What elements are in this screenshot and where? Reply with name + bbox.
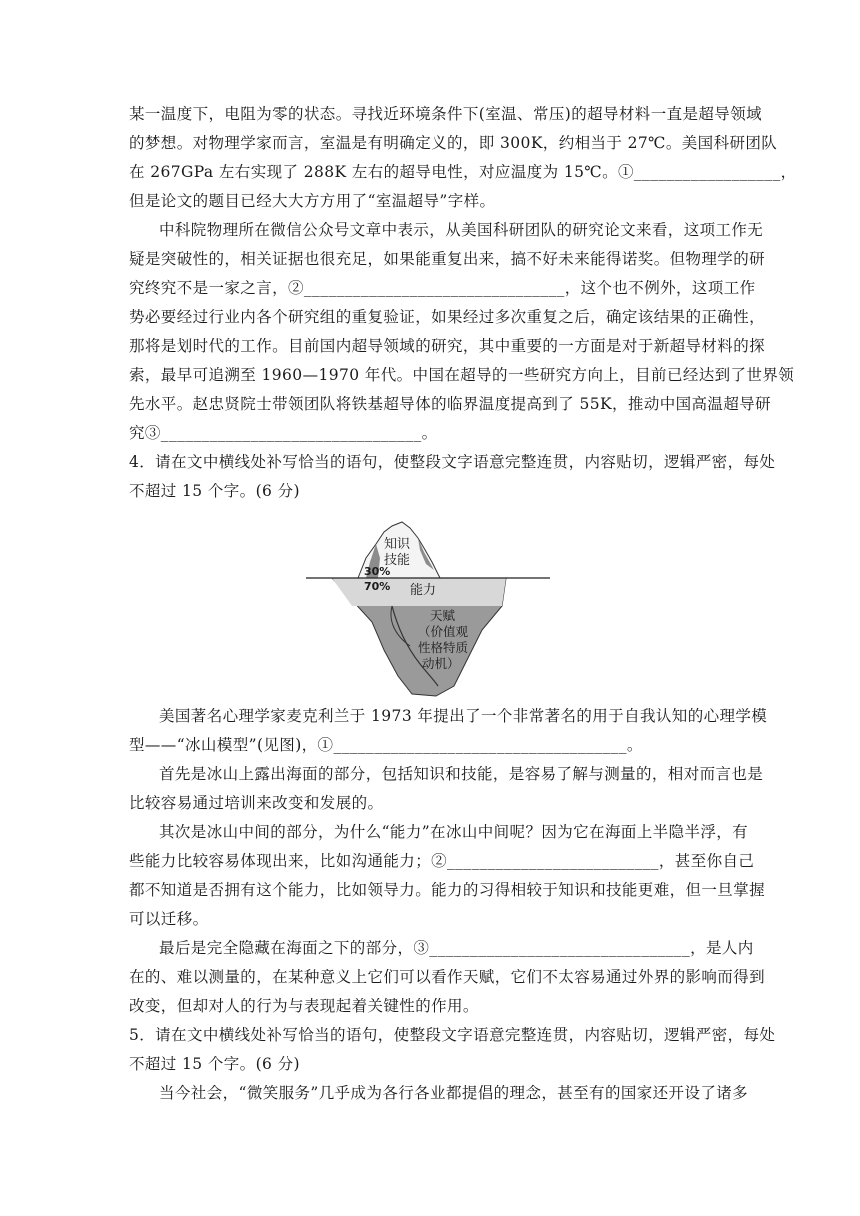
percent-top: 30% bbox=[364, 565, 391, 578]
text-line: 美国著名心理学家麦克利兰于 1973 年提出了一个非常著名的用于自我认知的心理学模 bbox=[159, 707, 768, 725]
text-line: 那将是划时代的工作。目前国内超导领域的研究，其中重要的一方面是对于新超导材料的探 bbox=[129, 337, 766, 355]
text-line: 在 267GPa 左右实现了 288K 左右的超导电性，对应温度为 15℃。①__________________， bbox=[129, 163, 797, 181]
text-line: 但是论文的题目已经大大方方用了“室温超导”字样。 bbox=[129, 192, 496, 210]
text-line: 究③________________________________。 bbox=[129, 424, 438, 442]
text-line: 疑是突破性的，相关证据也很充足，如果能重复出来，搞不好未来能得诺奖。但物理学的研 bbox=[129, 250, 766, 268]
iceberg-model-figure bbox=[306, 518, 554, 700]
label-talent: 动机） bbox=[422, 656, 460, 671]
label-talent: （价值观 bbox=[418, 624, 469, 639]
text-line: 可以迁移。 bbox=[129, 910, 209, 928]
text-line: 先水平。赵忠贤院士带领团队将铁基超导体的临界温度提高到了 55K，推动中国高温超导研 bbox=[129, 395, 772, 413]
label-skills: 技能 bbox=[384, 553, 411, 568]
text-line: 改变，但却对人的行为与表现起着关键性的作用。 bbox=[129, 997, 479, 1015]
label-talent: 天赋 bbox=[430, 608, 456, 623]
percent-bottom: 70% bbox=[364, 580, 391, 593]
text-line: 首先是冰山上露出海面的部分，包括知识和技能，是容易了解与测量的，相对而言也是 bbox=[159, 765, 764, 783]
text-line: 其次是冰山中间的部分，为什么“能力”在冰山中间呢？因为它在海面上半隐半浮，有 bbox=[159, 823, 749, 841]
text-line: 某一温度下，电阻为零的状态。寻找近环境条件下(室温、常压)的超导材料一直是超导领域 bbox=[129, 105, 762, 123]
label-knowledge: 知识 bbox=[384, 537, 411, 552]
text-line: 究终究不是一家之言，②________________________________，这个也不例外，这项工作 bbox=[129, 279, 756, 297]
question-5-line: 不超过 15 个字。(6 分) bbox=[129, 1055, 300, 1073]
text-line: 最后是完全隐藏在海面之下的部分，③________________________________，是人内 bbox=[159, 939, 754, 957]
text-line: 当今社会，“微笑服务”几乎成为各行各业都提倡的理念，甚至有的国家还开设了诸多 bbox=[159, 1084, 749, 1102]
label-talent: 性格特质 bbox=[418, 640, 469, 655]
label-ability: 能力 bbox=[410, 583, 437, 598]
text-line: 比较容易通过培训来改变和发展的。 bbox=[129, 794, 384, 812]
text-line: 型——“冰山模型”(见图)，①____________________________________。 bbox=[129, 736, 643, 754]
text-line: 的梦想。对物理学家而言，室温是有明确定义的，即 300K，约相当于 27℃。美国科研团队 bbox=[129, 134, 778, 152]
question-4-line: 不超过 15 个字。(6 分) bbox=[129, 482, 300, 500]
text-line: 势必要经过行业内各个研究组的重复验证，如果经过多次重复之后，确定该结果的正确性， bbox=[129, 308, 766, 326]
question-5-line: 5．请在文中横线处补写恰当的语句，使整段文字语意完整连贯，内容贴切，逻辑严密，每处 bbox=[129, 1026, 776, 1044]
iceberg-diagram bbox=[306, 518, 554, 700]
text-line: 中科院物理所在微信公众号文章中表示，从美国科研团队的研究论文来看，这项工作无 bbox=[159, 221, 764, 239]
text-line: 在的、难以测量的，在某种意义上它们可以看作天赋，它们不太容易通过外界的影响而得到 bbox=[129, 968, 766, 986]
question-4-line: 4．请在文中横线处补写恰当的语句，使整段文字语意完整连贯，内容贴切，逻辑严密，每处 bbox=[129, 453, 776, 471]
text-line: 些能力比较容易体现出来，比如沟通能力；②__________________________，甚至你自己 bbox=[129, 852, 755, 870]
text-line: 索，最早可追溯至 1960—1970 年代。中国在超导的一些研究方向上，目前已经达到了世界领 bbox=[129, 366, 795, 384]
text-line: 都不知道是否拥有这个能力，比如领导力。能力的习得相较于知识和技能更难，但一旦掌握 bbox=[129, 881, 766, 899]
